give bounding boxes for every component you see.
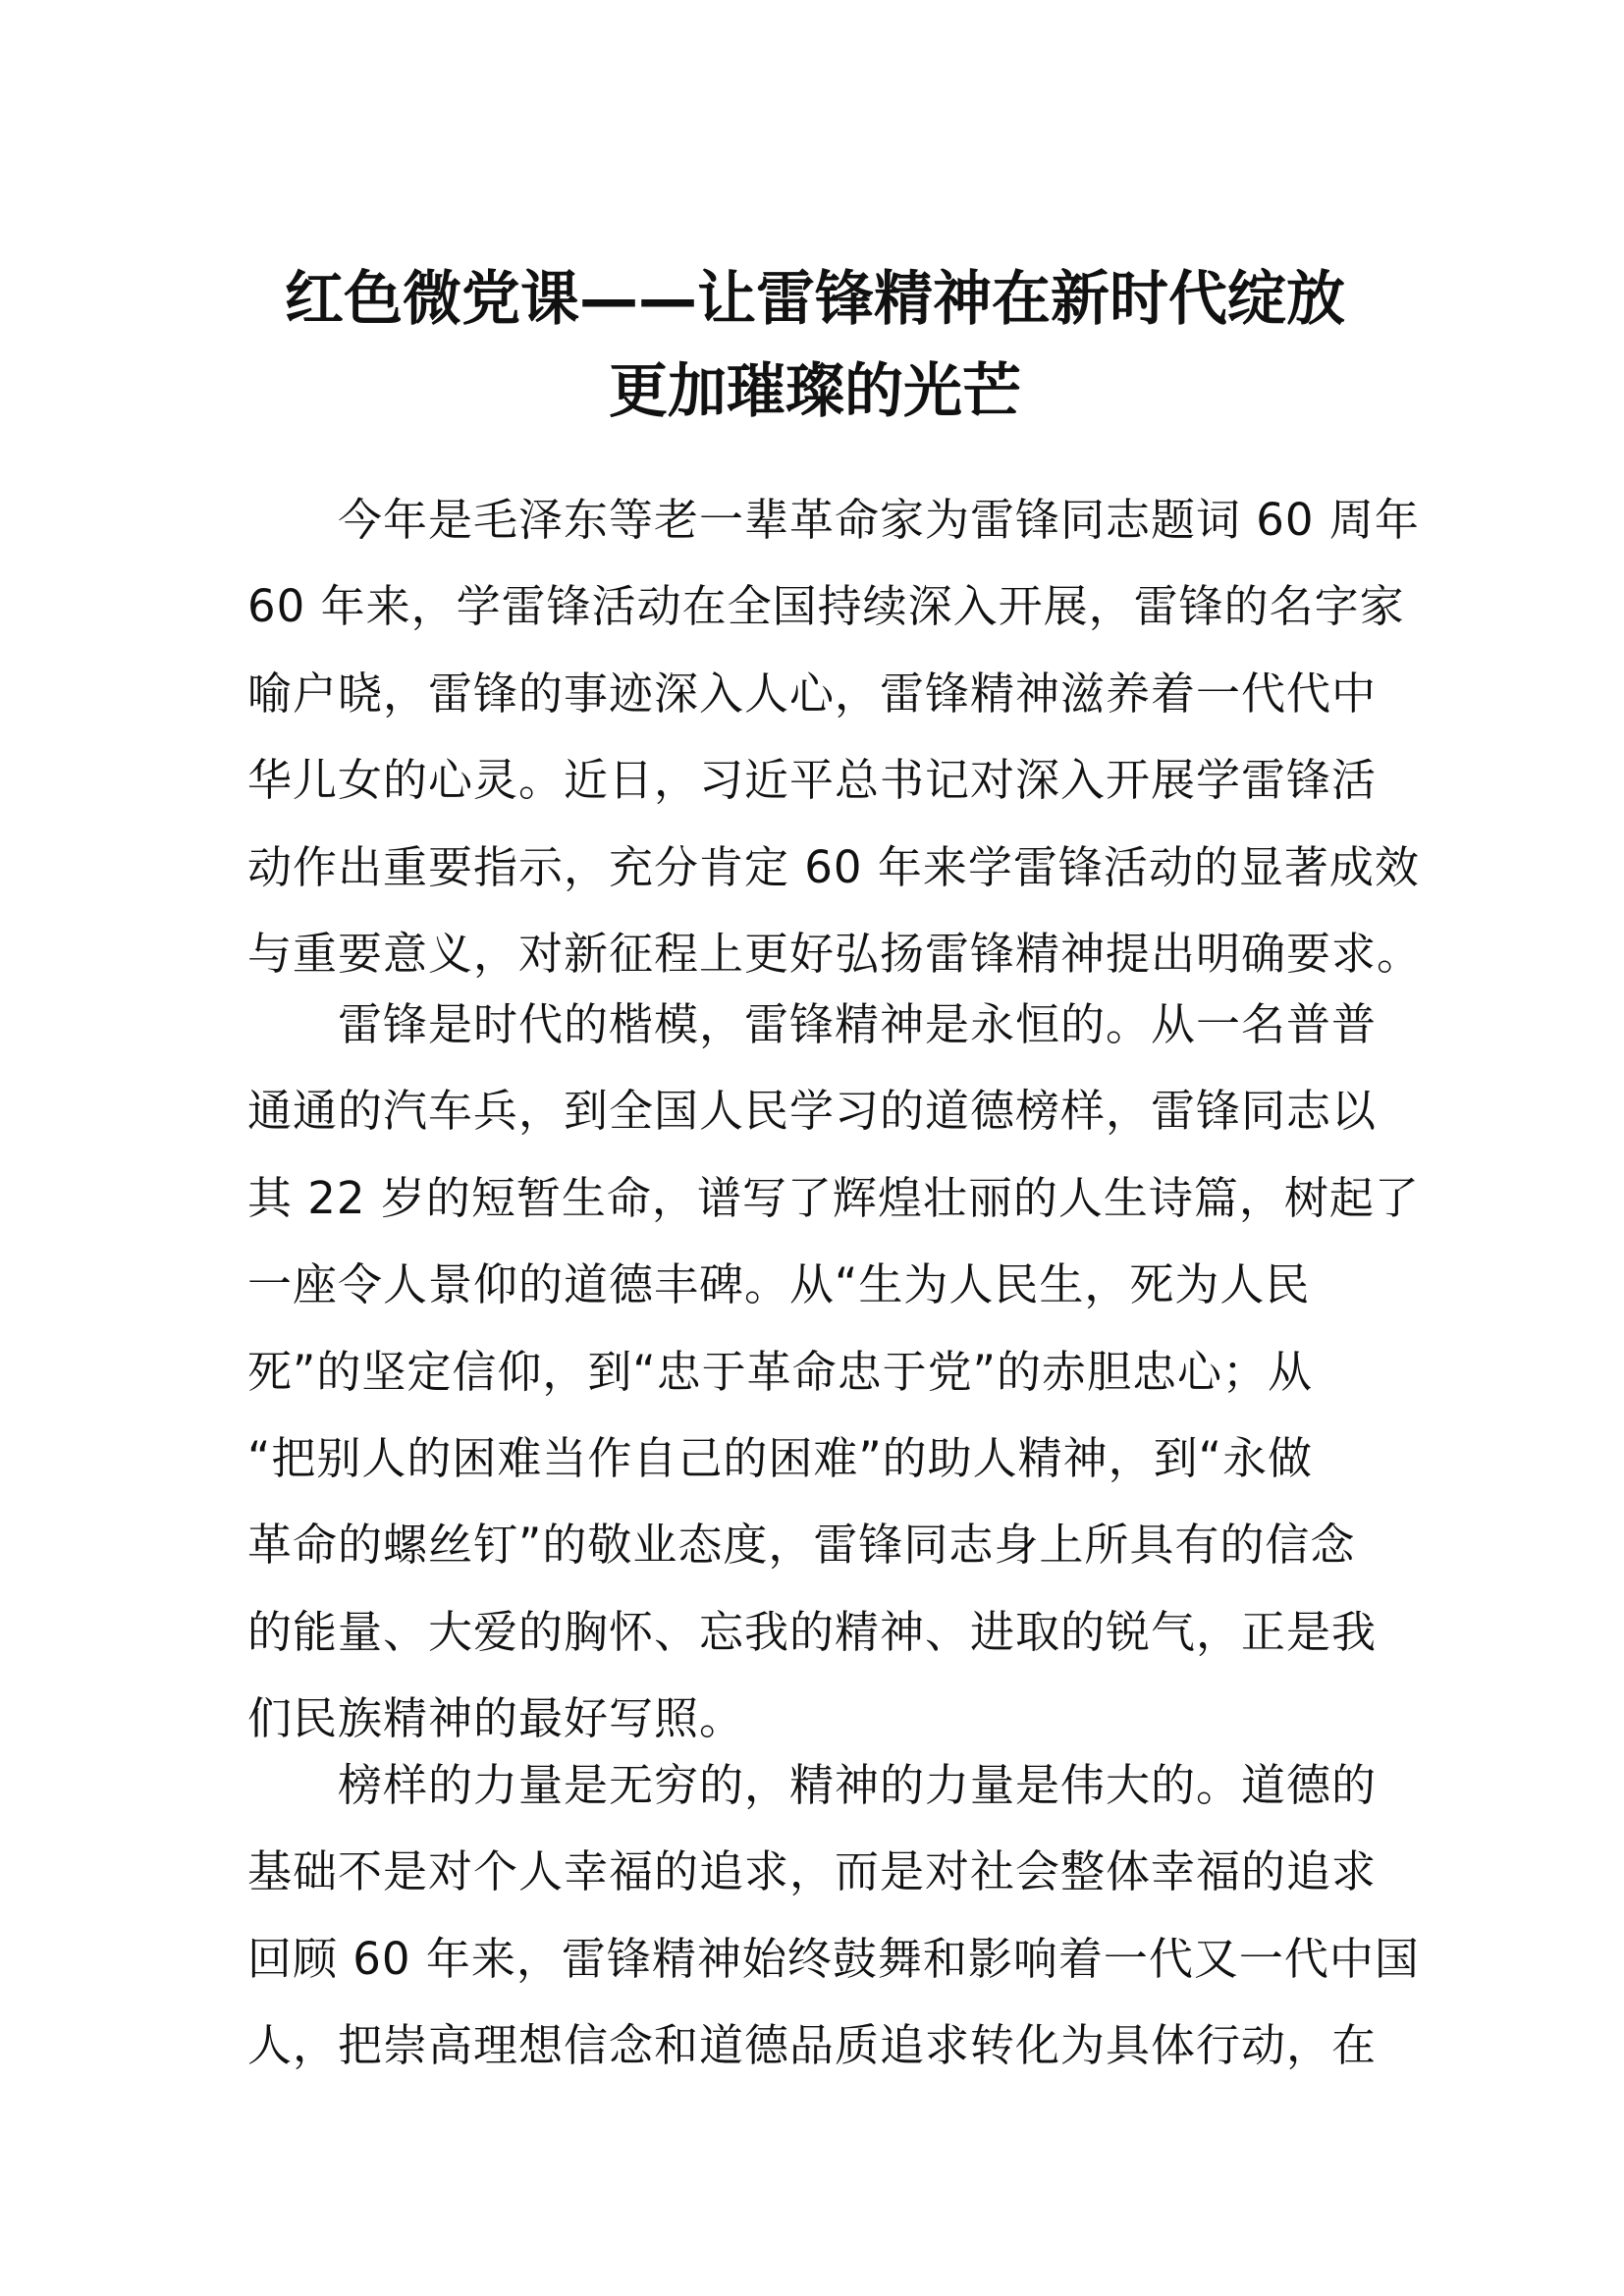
text-line: 华儿女的心灵。近日，习近平总书记对深入开展学雷锋活 <box>247 754 1378 807</box>
text-line: 基础不是对个人幸福的追求，而是对社会整体幸福的追求 <box>247 1845 1378 1898</box>
text-line: 60 年来，学雷锋活动在全国持续深入开展，雷锋的名字家 <box>247 580 1405 633</box>
text-line: 喻户晓，雷锋的事迹深入人心，雷锋精神滋养着一代代中 <box>247 667 1378 720</box>
text-line: 们民族精神的最好写照。 <box>247 1692 745 1745</box>
text-line: 动作出重要指示，充分肯定 60 年来学雷锋活动的显著成效 <box>247 840 1420 893</box>
text-line: 人，把崇高理想信念和道德品质追求转化为具体行动，在 <box>247 2019 1378 2072</box>
text-line: 回顾 60 年来，雷锋精神始终鼓舞和影响着一代又一代中国 <box>247 1932 1420 1985</box>
paragraph-1 <box>247 477 1423 997</box>
title-line-2: 更加璀璨的光芒 <box>609 357 1021 426</box>
title-line-1: 红色微党课——让雷锋精神在新时代绽放 <box>285 265 1345 334</box>
paragraph-2 <box>247 982 1420 1763</box>
paragraph-3 <box>247 1742 1420 2090</box>
text-line: 的能量、大爱的胸怀、忘我的精神、进取的锐气，正是我 <box>247 1605 1378 1658</box>
text-line: 雷锋是时代的楷模，雷锋精神是永恒的。从一名普普 <box>338 998 1378 1050</box>
text-line: 死”的坚定信仰，到“忠于革命忠于党”的赤胆忠心；从 <box>247 1345 1313 1398</box>
text-line: 一座令人景仰的道德丰碑。从“生为人民生，死为人民 <box>247 1258 1311 1311</box>
text-line: 革命的螺丝钉”的敬业态度，雷锋同志身上所具有的信念 <box>247 1519 1356 1572</box>
text-line: 与重要意义，对新征程上更好弘扬雷锋精神提出明确要求。 <box>247 927 1423 980</box>
text-line: 榜样的力量是无穷的，精神的力量是伟大的。道德的 <box>338 1759 1378 1811</box>
page-title <box>245 253 1384 438</box>
text-line: “把别人的困难当作自己的困难”的助人精神，到“永做 <box>247 1431 1313 1484</box>
text-line: 今年是毛泽东等老一辈革命家为雷锋同志题词 60 周年 <box>338 494 1420 546</box>
text-line: 其 22 岁的短暂生命，谱写了辉煌壮丽的人生诗篇，树起了 <box>247 1171 1420 1224</box>
text-line: 通通的汽车兵，到全国人民学习的道德榜样，雷锋同志以 <box>247 1085 1378 1138</box>
